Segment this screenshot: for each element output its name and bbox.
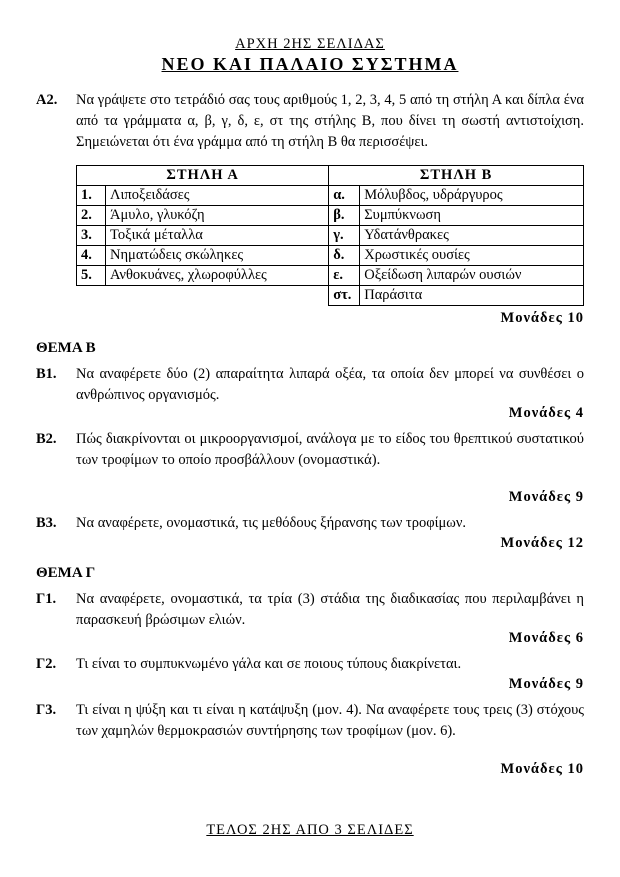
- question-b2: [36, 429, 584, 471]
- section-title-g: ΘΕΜΑ Γ: [36, 565, 96, 581]
- column-a-cell: Ανθοκυάνες, χλωροφύλλες: [106, 266, 329, 286]
- marks-g2: Μονάδες 9: [508, 676, 584, 692]
- matching-table: [76, 165, 584, 306]
- column-b-cell: Υδατάνθρακες: [360, 226, 584, 246]
- question-label: Β3.: [36, 515, 57, 531]
- column-a-cell: Λιποξειδάσες: [106, 186, 329, 206]
- question-label: Β1.: [36, 366, 57, 382]
- question-g3: [36, 700, 584, 742]
- question-label: Γ1.: [36, 591, 57, 607]
- marks-g3: Μονάδες 10: [500, 761, 584, 777]
- section-title-b: ΘΕΜΑ Β: [36, 340, 96, 356]
- row-number: 4.: [77, 246, 106, 266]
- column-a-cell: [106, 286, 329, 306]
- question-text: Να αναφέρετε, ονομαστικά, τις μεθόδους ξήρανσης των τροφίμων.: [76, 515, 467, 531]
- table-row: [77, 286, 584, 306]
- row-letter: γ.: [329, 226, 360, 246]
- question-text: Τι είναι η ψύξη και τι είναι η κατάψυξη (μον. 4). Να αναφέρετε τους τρεις (3) στόχους των χαμηλών θερμοκρασιών συντήρησης των τροφίμων (μον. 6).: [76, 702, 584, 739]
- question-label: Α2.: [36, 92, 58, 108]
- question-text: Να αναφέρετε δύο (2) απαραίτητα λιπαρά οξέα, τα οποία δεν μπορεί να συνθέσει ο ανθρώπινος οργανισμός.: [76, 366, 584, 403]
- question-label: Γ3.: [36, 702, 57, 718]
- question-label: Β2.: [36, 431, 57, 447]
- table-row: [77, 266, 584, 286]
- question-g1: [36, 589, 584, 631]
- row-number: 3.: [77, 226, 106, 246]
- question-g2: [36, 654, 584, 675]
- row-number: [77, 286, 106, 306]
- column-a-header: ΣΤΗΛΗ Α: [77, 166, 329, 186]
- row-letter: β.: [329, 206, 360, 226]
- question-b3: [36, 513, 584, 534]
- question-text: Τι είναι το συμπυκνωμένο γάλα και σε ποιους τύπους διακρίνεται.: [76, 656, 462, 672]
- table-row: [77, 186, 584, 206]
- table-row: [77, 246, 584, 266]
- column-a-cell: Νηματώδεις σκώληκες: [106, 246, 329, 266]
- column-b-cell: Συμπύκνωση: [360, 206, 584, 226]
- table-row: [77, 226, 584, 246]
- question-label: Γ2.: [36, 656, 57, 672]
- marks-b1: Μονάδες 4: [508, 405, 584, 421]
- row-letter: α.: [329, 186, 360, 206]
- question-text: Να γράψετε στο τετράδιό σας τους αριθμούς 1, 2, 3, 4, 5 από τη στήλη Α και δίπλα ένα από τα γράμματα α, β, γ, δ, ε, στ της στήλης Β, που δίνει τη σωστή αντιστοίχιση. Σημειώνεται ότι ένα γράμμα από τη στήλη Β θα περισσέψει.: [76, 92, 584, 150]
- marks-b3: Μονάδες 12: [500, 535, 584, 551]
- column-a-cell: Άμυλο, γλυκόζη: [106, 206, 329, 226]
- question-text: Να αναφέρετε, ονομαστικά, τα τρία (3) στάδια της διαδικασίας που περιλαμβάνει η παρασκευή βρώσιμων ελιών.: [76, 591, 584, 628]
- column-b-cell: Οξείδωση λιπαρών ουσιών: [360, 266, 584, 286]
- column-b-cell: Μόλυβδος, υδράργυρος: [360, 186, 584, 206]
- column-a-cell: Τοξικά μέταλλα: [106, 226, 329, 246]
- row-number: 5.: [77, 266, 106, 286]
- page-footer: ΤΕΛΟΣ 2ΗΣ ΑΠΟ 3 ΣΕΛΙΔΕΣ: [206, 822, 414, 838]
- marks-g1: Μονάδες 6: [508, 630, 584, 646]
- row-number: 2.: [77, 206, 106, 226]
- page-title: ΝΕΟ ΚΑΙ ΠΑΛΑΙΟ ΣΥΣΤΗΜΑ: [161, 54, 459, 74]
- row-number: 1.: [77, 186, 106, 206]
- page-header: ΑΡΧΗ 2ΗΣ ΣΕΛΙΔΑΣ: [235, 36, 385, 52]
- question-b1: [36, 364, 584, 406]
- marks-a2: Μονάδες 10: [500, 310, 584, 326]
- table-row: [77, 206, 584, 226]
- column-b-cell: Χρωστικές ουσίες: [360, 246, 584, 266]
- column-b-header: ΣΤΗΛΗ Β: [329, 166, 584, 186]
- column-b-cell: Παράσιτα: [360, 286, 584, 306]
- row-letter: ε.: [329, 266, 360, 286]
- marks-b2: Μονάδες 9: [508, 489, 584, 505]
- row-letter: στ.: [329, 286, 360, 306]
- row-letter: δ.: [329, 246, 360, 266]
- question-text: Πώς διακρίνονται οι μικροοργανισμοί, ανάλογα με το είδος του θρεπτικού συστατικού των τροφίμων το οποίο προσβάλλουν (ονομαστικά).: [76, 431, 584, 468]
- question-a2: [36, 90, 584, 153]
